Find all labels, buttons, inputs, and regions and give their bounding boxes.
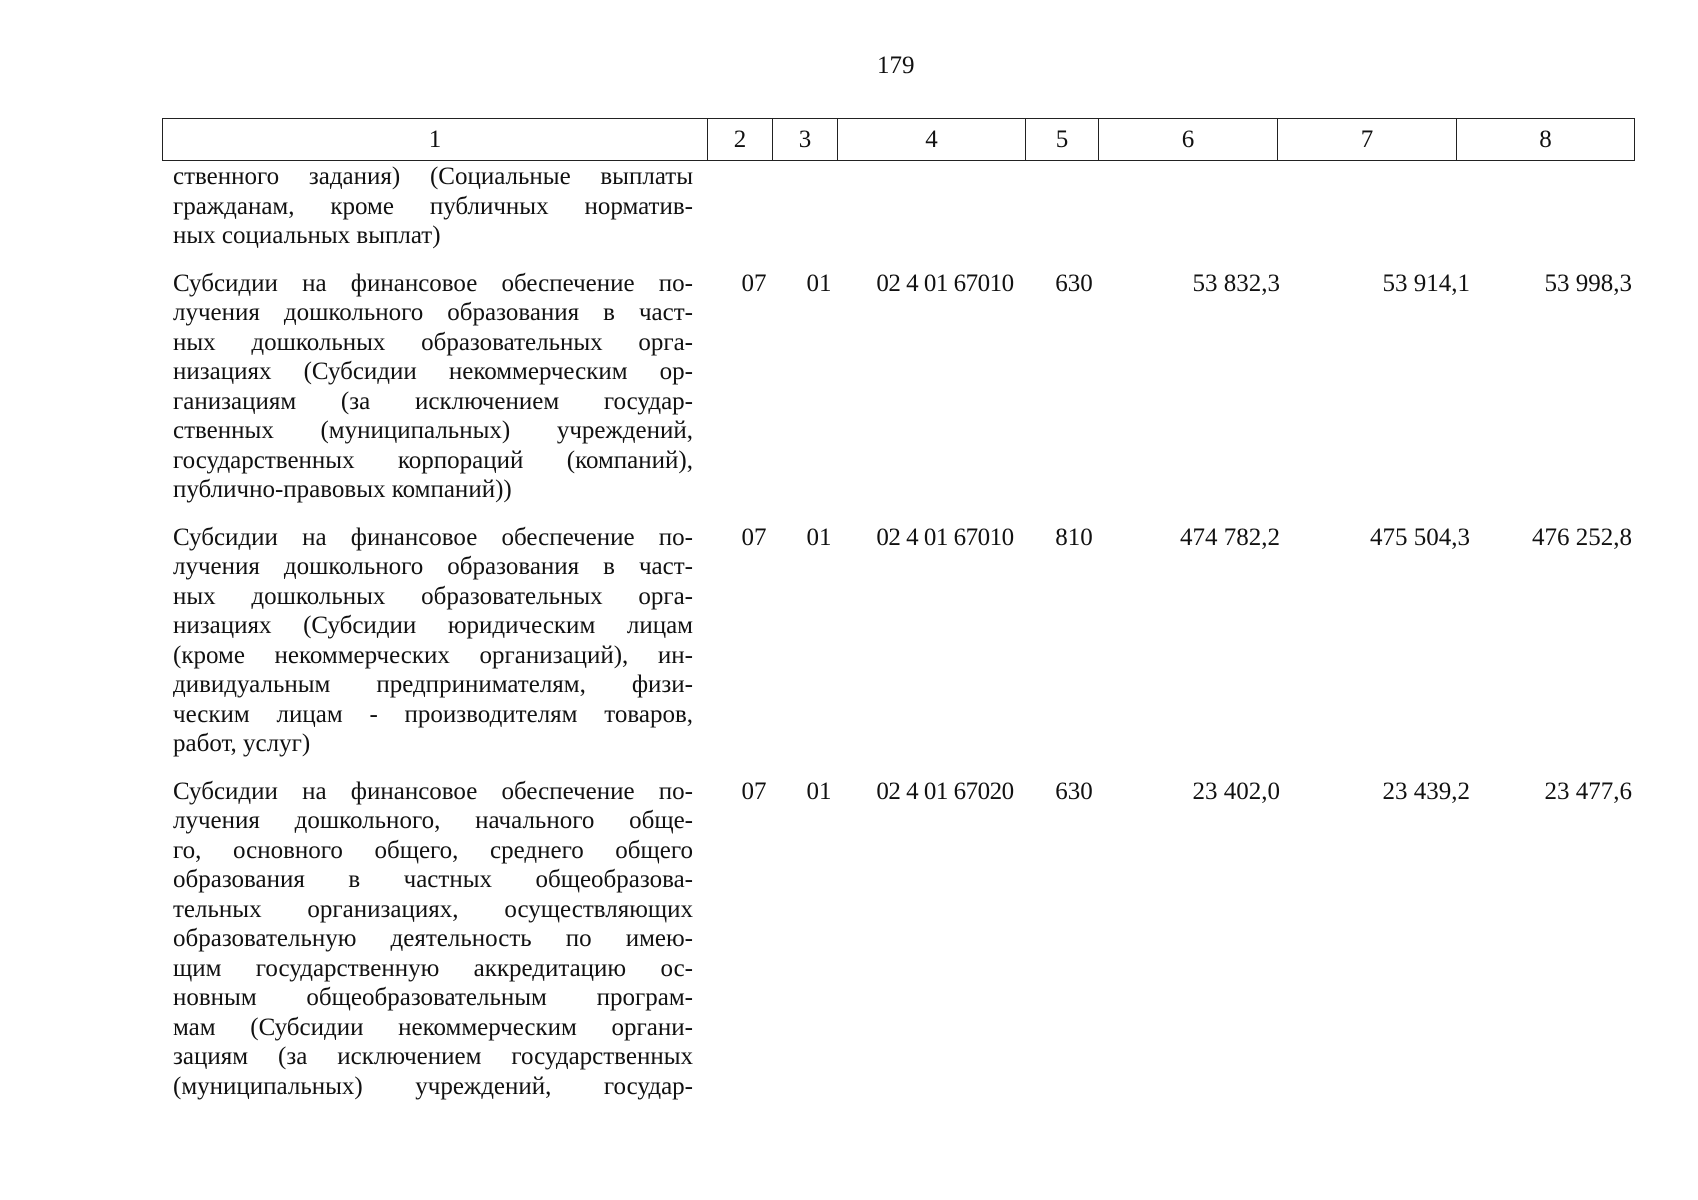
row-description <box>162 777 693 1102</box>
desc-line: Субсидии на финансовое обеспечение по- <box>173 269 693 297</box>
cell-amount-3: 476 252,8 <box>1532 523 1632 551</box>
cell-section: 07 <box>741 269 767 297</box>
header-col-5: 5 <box>1026 119 1099 161</box>
cell-expense-type: 630 <box>1055 269 1093 297</box>
desc-line: государственных корпораций (компаний), <box>173 446 693 474</box>
cell-target-code: 02 4 01 67020 <box>876 777 1014 805</box>
desc-line: ных социальных выплат) <box>173 222 441 249</box>
desc-line: новным общеобразовательным програм- <box>173 984 693 1011</box>
desc-line: публично-правовых компаний)) <box>173 476 512 503</box>
desc-line: лучения дошкольного образования в част- <box>173 553 693 580</box>
cell-expense-type: 810 <box>1055 523 1093 551</box>
desc-line: мам (Субсидии некоммерческим органи- <box>173 1013 693 1041</box>
header-col-6: 6 <box>1099 119 1278 161</box>
desc-line: лучения дошкольного образования в част- <box>173 299 693 326</box>
desc-line: ственного задания) (Социальные выплаты <box>173 163 693 190</box>
row-description <box>162 269 693 505</box>
desc-line: работ, услуг) <box>173 730 311 757</box>
desc-line: ных дошкольных образовательных орга- <box>173 328 693 356</box>
table-row: Субсидии на финансовое обеспечение по- лучения дошкольного, начального обще- го, основного общего, среднего общего образования в частных общеобразова- тельных организациях, осуществляющих образовательную деятельность по имею- щим государственную аккредитацию ос- новным общеобразовательным програм- мам (Субсидии некоммерческим органи- зациям (за исключением государственных (муниципальных) учреждений, государ- 07 01 02 4 01 67020 630 23 402,0 23 439,2 23 477,6 <box>162 777 1634 1102</box>
row-description <box>162 162 693 251</box>
desc-line: Субсидии на финансовое обеспечение по- <box>173 777 693 805</box>
table-row: Субсидии на финансовое обеспечение по- лучения дошкольного образования в част- ных дошкольных образовательных орга- низациях (Субсидии некоммерческим ор- ганизациям (за исключением государ- ственных (муниципальных) учреждений, государственных корпораций (компаний), публично-правовых компаний)) 07 01 02 4 01 67010 630 53 832,3 53 914,1 53 998,3 <box>162 269 1634 505</box>
table-body <box>162 162 1634 1101</box>
table-header <box>162 118 1635 161</box>
desc-line: (муниципальных) учреждений, государ- <box>173 1072 693 1100</box>
desc-line: гражданам, кроме публичных норматив- <box>173 192 693 220</box>
desc-line: дивидуальным предпринимателям, физи- <box>173 671 693 698</box>
desc-line: Субсидии на финансовое обеспечение по- <box>173 523 693 551</box>
desc-line: лучения дошкольного, начального обще- <box>173 807 693 834</box>
cell-subsection: 01 <box>806 777 832 805</box>
header-col-3: 3 <box>773 119 838 161</box>
header-col-7: 7 <box>1278 119 1457 161</box>
desc-line: образования в частных общеобразова- <box>173 866 693 893</box>
page-number: 179 <box>877 52 915 79</box>
cell-amount-2: 475 504,3 <box>1370 523 1470 551</box>
cell-subsection: 01 <box>806 269 832 297</box>
desc-line: ственных (муниципальных) учреждений, <box>173 417 693 444</box>
desc-line: низациях (Субсидии некоммерческим ор- <box>173 358 693 385</box>
row-description <box>162 523 693 759</box>
table-row <box>162 162 1634 251</box>
cell-amount-3: 53 998,3 <box>1544 269 1632 297</box>
desc-line: щим государственную аккредитацию ос- <box>173 954 693 982</box>
desc-line: ганизациям (за исключением государ- <box>173 387 693 415</box>
desc-line: образовательную деятельность по имею- <box>173 925 693 952</box>
desc-line: низациях (Субсидии юридическим лицам <box>173 612 693 639</box>
table-row: Субсидии на финансовое обеспечение по- лучения дошкольного образования в част- ных дошкольных образовательных орга- низациях (Субсидии юридическим лицам (кроме некоммерческих организаций), ин- дивидуальным предпринимателям, физи- ческим лицам - производителям товаров, работ, услуг) 07 01 02 4 01 67010 810 474 782,2 475 504,3 476 252,8 <box>162 523 1634 759</box>
cell-section: 07 <box>741 777 767 805</box>
header-col-1: 1 <box>163 119 708 161</box>
cell-subsection: 01 <box>806 523 832 551</box>
desc-line: зациям (за исключением государственных <box>173 1043 693 1070</box>
desc-line: (кроме некоммерческих организаций), ин- <box>173 641 693 669</box>
cell-amount-2: 23 439,2 <box>1382 777 1470 805</box>
desc-line: тельных организациях, осуществляющих <box>173 895 693 923</box>
header-col-2: 2 <box>708 119 773 161</box>
header-col-4: 4 <box>838 119 1026 161</box>
desc-line: ных дошкольных образовательных орга- <box>173 582 693 610</box>
desc-line: го, основного общего, среднего общего <box>173 836 693 864</box>
cell-expense-type: 630 <box>1055 777 1093 805</box>
cell-section: 07 <box>741 523 767 551</box>
cell-target-code: 02 4 01 67010 <box>876 523 1014 551</box>
cell-amount-2: 53 914,1 <box>1382 269 1470 297</box>
desc-line: ческим лицам - производителям товаров, <box>173 700 693 728</box>
cell-amount-3: 23 477,6 <box>1544 777 1632 805</box>
header-col-8: 8 <box>1457 119 1635 161</box>
cell-target-code: 02 4 01 67010 <box>876 269 1014 297</box>
